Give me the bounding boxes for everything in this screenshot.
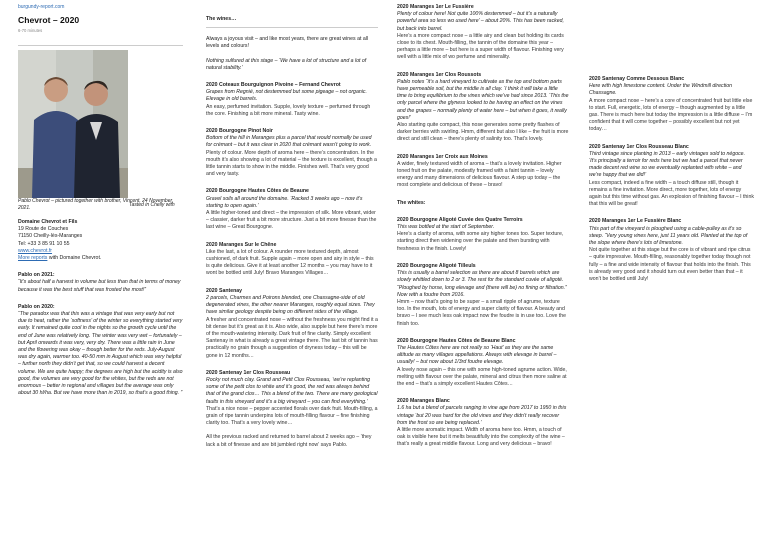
wine-heading: 2020 Bourgogne Aligoté Tilleuls <box>397 262 476 269</box>
wine-context: Third vintage since planting in 2013 – early vintages sold to négoce. ‘It’s principally a terroir for reds here but we had a parcel that never made decent red wine so we eventually replanted with white – and we’re happy that we did!’ <box>589 150 746 179</box>
wine-heading: 2020 Bourgogne Aligoté Cuvée des Quatre Terroirs <box>397 216 523 223</box>
wine-context: This is usually a barrel selection as there are about 8 barrels which are slowly whittled down to 2 or 3. The rest for the standard cuvée of aligoté. “Ploughed by horse, long elevage and (there will be) no fining or filtration.” Now with a foudre from 2016. <box>397 270 567 298</box>
wines-heading: The wines… <box>206 16 237 22</box>
wine-tasting-note: Here’s a clarity of aroma, with some airy higher tones too. Super texture, starting direct then widening over the palate and then bursting with freshness in the finish. Lovely! <box>397 231 564 252</box>
wine-heading: 2020 Santenay 1er Clos Rousseau <box>206 369 291 376</box>
wine-note <box>589 218 754 283</box>
wine-context: Gravel soils all around the domaine. ‘Racked 3 weeks ago – now it’s starting to open again.’ <box>206 195 363 209</box>
heading-2021: Pablo on 2021: <box>18 272 55 279</box>
wine-tasting-note: A little more aromatic impact. Width of aroma here too. Hmm, a touch of oak is visible here but it melts beautifully into the complexity of the wine – that’s really a great middle flavour. Long and very delicious – bravo! <box>397 426 565 448</box>
photo-illustration <box>18 50 128 198</box>
chevrot-brothers-photo <box>18 50 128 198</box>
wine-heading: 2020 Coteaux Bourguignon Pivoine – Fernand Chevrot <box>206 82 341 89</box>
wine-context: Pablo notes “it’s a hard vineyard to cultivate as the top and bottom parts have permeable soil, but the middle is all clay. ‘I think it will take a little time to bring equilibrium to the vines which we’ve had since 2013. ‘This the only parcel where the glyness looked to be having an effect on the vines and the grapes – normally plenty of water here – but when it goes, it really goes!’ <box>397 78 569 121</box>
wine-heading: 2020 Santenay Comme Dessous Blanc <box>589 76 685 82</box>
wine-tasting-note: A little higher-toned and direct – the impression of silk. More vibrant, wider – classier, darker fruit a bit more structure. Just a bit more finesse than the last wine – Great Bourgogne. <box>206 210 377 231</box>
wine-note <box>206 128 378 178</box>
wine-heading: 2020 Maranges 1er Le Fussière Blanc <box>589 218 682 225</box>
wine-note <box>397 4 569 62</box>
wine-tasting-note: Not quite together at this stage but the core is of vibrant and ripe citrus – quite impressive. Mouth-filling, reasonably together today though not fully – a fine and wide intensity of flavour that holds into the finish. This is already very good and it should turn out even better than that – it won’t be bottled until July! <box>589 247 751 283</box>
wine-context: Grapes from Regnié, not destemmed but some pigeage – not organic. Elevage in old barrels. <box>206 89 367 103</box>
domaine-address <box>18 219 183 262</box>
column-1 <box>18 0 183 544</box>
wine-context: Rocky not much clay. Grand and Petit Clos Rousseau, ‘we’re replanting some of the petit clos to white and it’s good, the red was always behind that of the grand clos… This a blend of the two. There are many geological faults in this vineyard and it’s a big vineyard – you can find everything.’ <box>206 376 378 405</box>
wine-note <box>206 427 378 448</box>
domaine-city: 71150 Cheilly-lès-Maranges <box>18 233 83 240</box>
wine-tasting-note: Also starting quite compact, this nose generates some pretty flashes of darker berries with swirling. Hmm, different but also I like – the fruit is more direct and still clean – there’s plenty of salinity too. That’s lovely. <box>397 122 569 143</box>
wine-note <box>397 217 569 253</box>
wine-tasting-note: A lovely nose again – this one with some high-toned agrume action. Wide, melting with flavour over the palate, mineral and citrus then more saline at the end – that’s a simply excellent Hautes Côtes… <box>397 366 567 387</box>
wine-tasting-note: An easy, perfumed invitation. Supple, lovely texture – perfumed through the core. Finishing a bit more mineral. Tasty wine. <box>206 103 371 117</box>
wine-heading: The whites: <box>397 199 426 206</box>
wine-context: 1.6 ha but a blend of parcels ranging in vine age from 2017 to 1950 in this vintage ‘but 20 was hard for the old vines and they didn’t really recover from the frost so are being replaced.’ <box>397 405 567 426</box>
tasting-notes <box>397 4 569 449</box>
wine-tasting-note: Like the last, a lot of colour. A rounder more textured depth, almost cushioned, of dark fruit. Supple again – more open and airy in style – this is quite delicious. Give it at least another 12 months – you may have to it wont be bottled until July! Bravo Maranges Villages… <box>206 248 374 277</box>
wine-note <box>397 398 569 448</box>
wine-note <box>397 263 569 328</box>
wine-note <box>206 370 378 428</box>
wine-note <box>397 154 569 190</box>
wine-heading: 2020 Maranges 1er Croix aux Moines <box>397 153 488 160</box>
wine-note <box>206 188 378 231</box>
heading-2020: Pablo on 2020: <box>18 303 55 310</box>
intro-note: Nothing sulfured at this stage – ‘We have a lot of structure and a lot of natural stability.’ <box>206 57 367 71</box>
photo-caption: Pablo Chevrot – pictured together with brother, Vincent, 24 November, 2021. <box>18 197 174 211</box>
wine-note <box>206 242 378 278</box>
wine-tasting-note: Here’s a more compact nose – a little airy and clean but holding its cards close to its chest. Mouth-filling, the tannin of the domaine this year – perhaps a little more – but here is a super width of flavour. Finishing very well with a little mix of wo perfume and minerality. <box>397 32 564 61</box>
wine-tasting-note: That’s a nice nose – pepper accented florals over dark fruit. Mouth-filling, a grain of ripe tannin underpins lots of mouth-filling flavour – fine finishing clarity too. That’s a very lovely wine… <box>206 405 378 427</box>
site-link[interactable]: burgundy-report.com <box>18 4 65 10</box>
wine-heading: 2020 Bourgogne Hautes Côtes de Beaune <box>206 188 309 195</box>
tasting-notes <box>206 82 378 449</box>
wine-heading: 2020 Maranges 1er Le Fussière <box>397 4 474 10</box>
photo-caption-side: Tasted in Chelly with <box>129 202 175 208</box>
quote-2021: “It’s about half a harvest in volume but less than that in terms of money because it was the best stuff that was frosted the most!” <box>18 279 181 293</box>
wine-heading: 2020 Santenay <box>206 287 243 294</box>
wine-context: This part of the vineyard is ploughed using a cable-pulley as it’s so steep. “Very young vines here, just 11 years old. Planted at the top of the slope where there’s lots of limestone. <box>589 225 748 247</box>
wine-tasting-note: Hmm – now that’s going to be super – a small ripple of agrume, texture too. In the mouth, lots of energy and super clarity of flavour. A beauty and bravo – I see much less oak impact now the foudre is in use too. Love the finish too. <box>397 298 566 327</box>
wine-tasting-note: A fresher and concentrated nose – without the freshness you might find it a bit dense but it’s great as it is. Also wide, also supple but here there’s more of the mouth-watering intensity. Dark fruit of fine clarity. Simply excellent Santenay in what is already a great vintage there. The last bit of tannin has practically no grain though a suggestion of dryness today – this will be gone in 12 months… <box>206 316 378 359</box>
wine-heading: 2020 Bourgogne Pinot Noir <box>206 128 273 135</box>
wine-note <box>589 144 754 209</box>
domaine-street: 19 Route de Couches <box>18 226 69 233</box>
column-2 <box>206 0 378 544</box>
wine-context: Here with high limestone content. Under the Windmill direction Chassagne. <box>589 83 732 97</box>
wine-note <box>397 338 569 388</box>
domaine-tel: Tel: +33 3 85 91 10 55 <box>18 240 70 247</box>
wine-heading: 2020 Maranges 1er Clos Roussots <box>397 71 482 78</box>
page-title: Chevrot – 2020 <box>18 15 80 26</box>
wine-heading: 2020 Maranges Blanc <box>397 398 450 405</box>
quote-2020: “The paradox was that this was a vintage that was very early but not due to heat, rather the ‘softness’ of the winter so everything started very early. It remained quite cool in the nights so the growth cycle until the end of June was relatively long. The winter was very wet – fortunately – but April onwards it was very, very dry. There was a little rain in June and the flowering was okay – though better for the reds. July-August was dry again, warmer too. 40-50 mm in August which was very helpful – further north they didn’t get that, so we could harvest a decent volume. We are quite happy; the degrees are high but the acidity is also good, the volumes are very good for the whites, but the reds are not enormous – better in regional and villages but the average was only about 30 hl/ha. But we have more than in 2019, so that’s a good thing. ” <box>18 311 183 397</box>
column-4 <box>589 0 754 544</box>
wine-context: Bottom of the hill in Maranges plus a parcel that would normally be used for crémant – but it was clear in 2020 that crémant wasn’t going to work. <box>206 135 372 149</box>
more-reports-link[interactable]: More reports <box>18 255 48 262</box>
tasting-notes <box>589 76 754 283</box>
wine-context: This was bottled at the start of September. <box>397 224 495 231</box>
wine-context: 2 parcels, Charmes and Poirons blended, one Chassagne-side of old degenerated vines, the other nearer Maranges, roughly equal sizes. They have similar geology despite being on different sides of the village. <box>206 294 375 316</box>
column-3 <box>397 0 569 544</box>
wine-context: Plenty of colour here! Not quite 100% destemmed – but it’s a naturally powerful area so less wo used here’ – about 20%. This has been racked, but back into barrel. <box>397 11 564 32</box>
wine-heading: 2020 Maranges Sur le Chêne <box>206 241 277 248</box>
read-time: 6-70 minutes <box>18 28 43 34</box>
wine-tasting-note: A wider, finely textured width of aroma – that’s a lovely invitation. Higher toned fruit on the palate, modestly framed with a faint tannin – lovely energy and many dimensions of delicious flavour. A step up today – the most complete and delicious of these – bravo! <box>397 160 562 189</box>
domaine-website-link[interactable]: www.chevrot.fr <box>18 247 53 254</box>
wine-tasting-note: All the previous racked and returned to barrel about 2 weeks ago – ‘they lack a bit of finesse and are bit jumbled right now’ says Pablo. <box>206 434 372 448</box>
wine-note <box>206 82 378 118</box>
intro-text: Always a joyous visit – and like most years, there are great wines at all levels and colours! <box>206 36 369 50</box>
wine-note <box>206 288 378 360</box>
wine-tasting-note: Plenty of colour. More depth of aroma here – there’s concentration. In the mouth it’s also showing a lot of material – the texture is excellent, though a little tannin starts to show in the middle. Finishes well. That’s very good and very tasty. <box>206 149 377 178</box>
wine-heading: 2020 Santenay 1er Clos Rousseau Blanc <box>589 143 689 150</box>
wine-tasting-note: A more compact nose – here’s a core of concentrated fruit but little else to start. Full, energetic, lots of energy – though augmented by a little gas. There is much here but today the impression is a little diffuse – I’m confident that it will come together – possibly excellent but not yet today… <box>589 97 753 133</box>
divider <box>18 45 183 46</box>
wine-note <box>589 76 754 134</box>
domaine-name: Domaine Chevrot et Fils <box>18 219 78 226</box>
wine-note <box>397 200 569 207</box>
more-reports-text: with Domaine Chevrot. <box>47 255 102 262</box>
wine-tasting-note: Less compact, indeed a fine width – a touch diffuse still, though it remains a fine invitation. More direct, more together, lots of energy again but this time without gas. An explosion of finishing flavour – I think that this will be great! <box>589 179 754 208</box>
wine-note <box>397 72 569 144</box>
wine-context: The Hautes Côtes here are not really so ‘Haut’ as they are the same altitude as many villages appellations. Always with elevage in barrel – usually! – but now about 1/3rd foudre elevage. <box>397 344 557 366</box>
wine-heading: 2020 Bourgogne Hautes Côtes de Beaune Blanc <box>397 337 516 344</box>
